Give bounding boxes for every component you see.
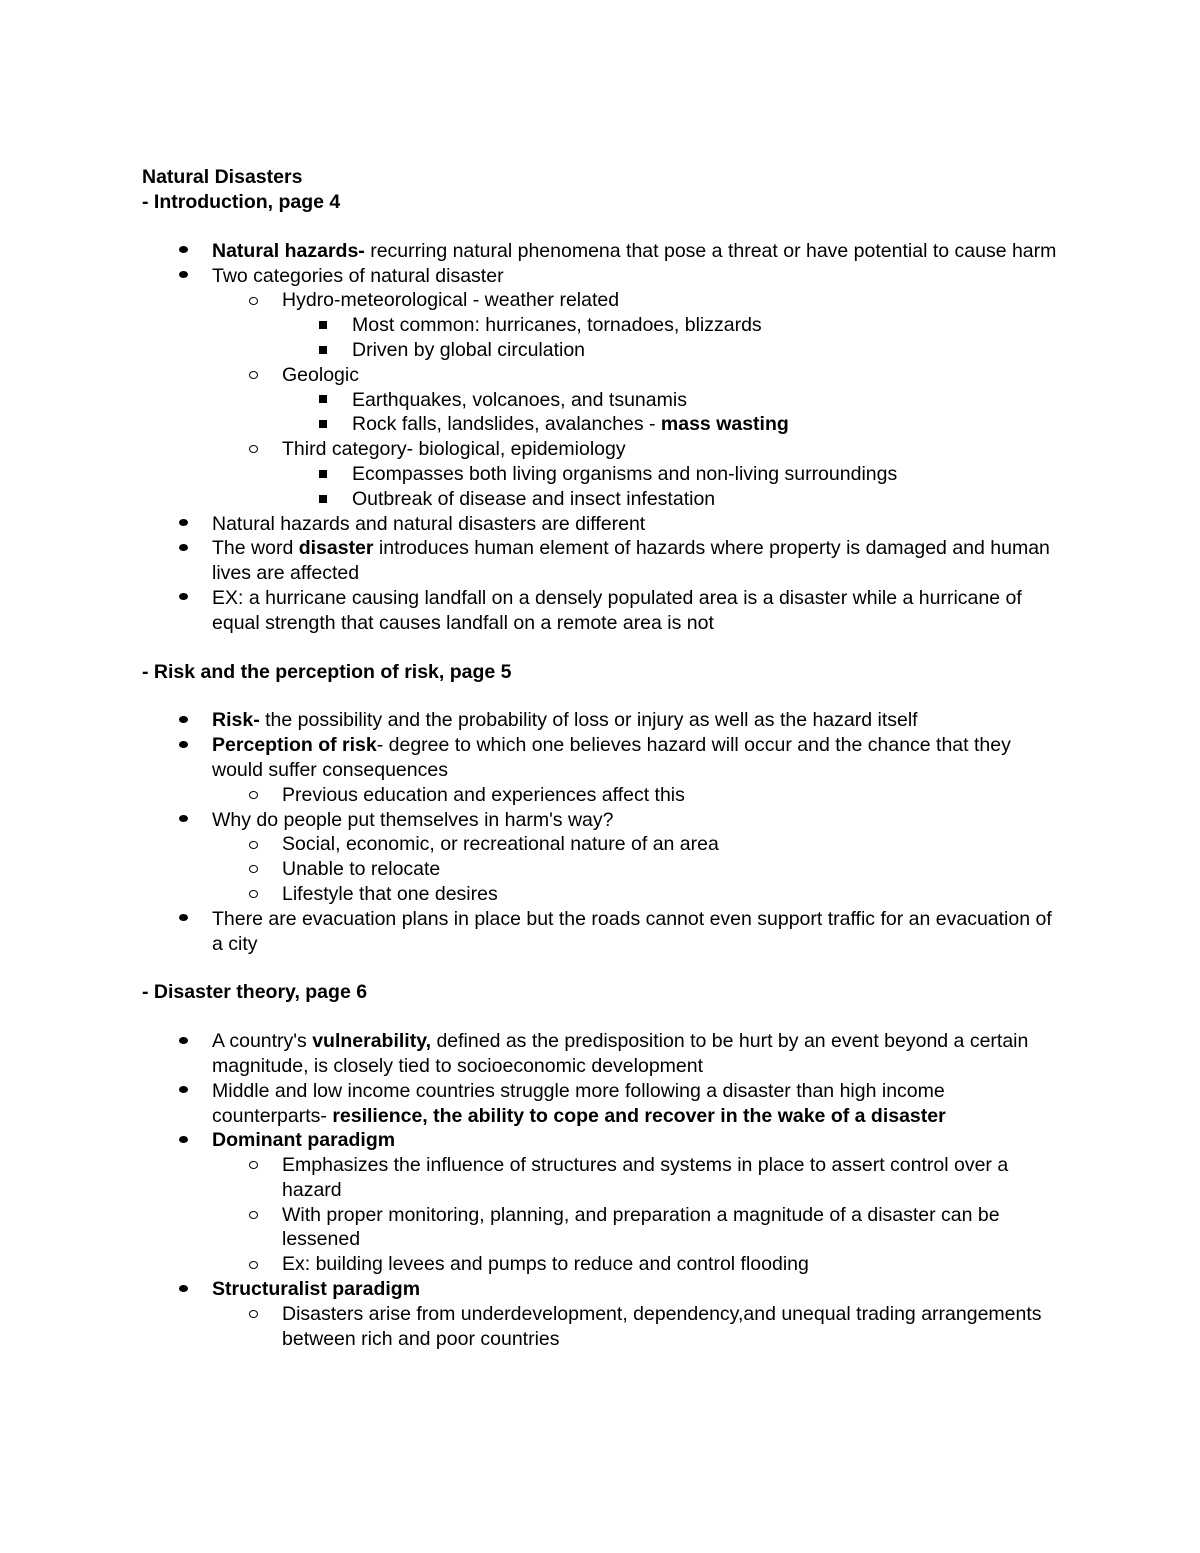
item-text: Previous education and experiences affect this	[282, 783, 685, 806]
list-item	[142, 1277, 1057, 1351]
disc-bullet-icon	[142, 907, 224, 932]
item-text: Two categories of natural disaster	[212, 264, 504, 287]
item-text: - degree to which one believes hazard will occur and the chance that they would suffer consequences	[212, 734, 1011, 781]
bullet-list	[142, 708, 1057, 956]
term-bold: resilience, the ability to cope and recover in the wake of a disaster	[332, 1104, 946, 1127]
term-bold: Dominant paradigm	[212, 1129, 396, 1152]
disc-bullet-icon	[142, 1079, 224, 1104]
list-item	[212, 363, 1057, 437]
sub-list	[142, 1302, 1057, 1352]
sub-list	[142, 288, 1057, 511]
list-item	[142, 239, 1057, 264]
list-item	[142, 708, 1057, 733]
list-item	[212, 1203, 1057, 1253]
bullet-list	[142, 1029, 1057, 1351]
square-bullet-icon	[282, 338, 364, 363]
item-text: Middle and low income countries struggle more following a disaster than high income counterparts-	[212, 1079, 945, 1127]
list-item	[142, 808, 1057, 907]
disc-bullet-icon	[142, 586, 224, 611]
item-text: Why do people put themselves in harm's way?	[212, 808, 614, 831]
section-risk	[142, 660, 1057, 957]
item-text: introduces human element of hazards where property is damaged and human lives are affected	[212, 537, 1050, 585]
circle-bullet-icon	[212, 857, 294, 882]
item-text: Ecompasses both living organisms and non-living surroundings	[352, 462, 898, 485]
circle-bullet-icon	[212, 1153, 294, 1178]
term-bold: Natural hazards-	[212, 239, 365, 262]
sub-list	[142, 832, 1057, 906]
item-text: Hydro-meteorological - weather related	[282, 289, 620, 312]
list-item	[212, 857, 1057, 882]
list-item	[212, 288, 1057, 362]
disc-bullet-icon	[142, 536, 224, 561]
section-heading: - Disaster theory, page 6	[142, 981, 368, 1004]
item-text: Disasters arise from underdevelopment, dependency,and unequal trading arrangements between rich and poor countries	[282, 1302, 1042, 1350]
item-text: recurring natural phenomena that pose a threat or have potential to cause harm	[364, 239, 1057, 262]
list-item	[212, 832, 1057, 857]
disc-bullet-icon	[142, 808, 224, 833]
list-item	[142, 1128, 1057, 1277]
list-item	[282, 462, 1057, 487]
circle-bullet-icon	[212, 882, 294, 907]
item-text: Third category- biological, epidemiology	[282, 438, 626, 461]
sub-list	[142, 783, 1057, 808]
list-item	[142, 586, 1057, 636]
document-title: Natural Disasters	[142, 166, 303, 188]
section-disaster-theory	[142, 980, 1057, 1351]
list-item	[142, 733, 1057, 807]
list-item	[212, 882, 1057, 907]
list-item	[142, 264, 1057, 512]
item-text: defined as the predisposition to be hurt by an event beyond a certain magnitude, is closely tied to socioeconomic development	[212, 1030, 1029, 1077]
sub-sub-list	[212, 388, 1057, 438]
item-text: Earthquakes, volcanoes, and tsunamis	[352, 388, 687, 411]
disc-bullet-icon	[142, 512, 224, 537]
list-item	[212, 1252, 1057, 1277]
circle-bullet-icon	[212, 1203, 294, 1228]
item-text: Social, economic, or recreational nature of an area	[282, 833, 719, 856]
bullet-list	[142, 239, 1057, 636]
disc-bullet-icon	[142, 733, 224, 758]
item-text: Lifestyle that one desires	[282, 882, 498, 905]
square-bullet-icon	[282, 313, 364, 338]
list-item	[282, 487, 1057, 512]
list-item	[282, 338, 1057, 363]
item-text: the possibility and the probability of loss or injury as well as the hazard itself	[259, 709, 918, 732]
document-page	[142, 165, 1057, 1351]
sub-sub-list	[212, 462, 1057, 512]
item-text: Geologic	[282, 363, 359, 386]
item-text: Natural hazards and natural disasters are different	[212, 512, 646, 535]
item-text: EX: a hurricane causing landfall on a densely populated area is a disaster while a hurricane of equal strength that causes landfall on a remote area is not	[212, 586, 1022, 634]
item-text: A country's	[212, 1030, 313, 1053]
term-bold: Structuralist paradigm	[212, 1278, 421, 1301]
list-item	[212, 437, 1057, 511]
square-bullet-icon	[282, 388, 364, 413]
section-introduction	[142, 190, 1057, 636]
term-bold: vulnerability,	[312, 1030, 432, 1053]
list-item	[212, 1153, 1057, 1203]
circle-bullet-icon	[212, 1252, 294, 1277]
list-item	[282, 412, 1057, 437]
item-text: Emphasizes the influence of structures and systems in place to assert control over a hazard	[282, 1154, 1009, 1201]
list-item	[142, 907, 1057, 957]
list-item	[142, 512, 1057, 537]
disc-bullet-icon	[142, 708, 224, 733]
item-text: Outbreak of disease and insect infestation	[352, 487, 716, 510]
list-item	[282, 388, 1057, 413]
disc-bullet-icon	[142, 239, 224, 264]
item-text: There are evacuation plans in place but the roads cannot even support traffic for an evacuation of a city	[212, 907, 1052, 955]
circle-bullet-icon	[212, 783, 294, 808]
term-bold: Perception of risk	[212, 734, 377, 757]
square-bullet-icon	[282, 487, 364, 512]
disc-bullet-icon	[142, 264, 224, 289]
square-bullet-icon	[282, 462, 364, 487]
sub-sub-list	[212, 313, 1057, 363]
circle-bullet-icon	[212, 1302, 294, 1327]
item-text: With proper monitoring, planning, and preparation a magnitude of a disaster can be lessened	[282, 1203, 1000, 1251]
circle-bullet-icon	[212, 363, 294, 388]
term-bold: mass wasting	[660, 413, 789, 436]
disc-bullet-icon	[142, 1277, 224, 1302]
item-text: Driven by global circulation	[352, 338, 586, 361]
square-bullet-icon	[282, 412, 364, 437]
list-item	[142, 1079, 1057, 1129]
item-text: Most common: hurricanes, tornadoes, blizzards	[352, 314, 762, 337]
circle-bullet-icon	[212, 288, 294, 313]
item-text: Ex: building levees and pumps to reduce and control flooding	[282, 1253, 809, 1276]
sub-list	[142, 1153, 1057, 1277]
list-item	[282, 313, 1057, 338]
list-item	[142, 1029, 1057, 1079]
list-item	[212, 1302, 1057, 1352]
list-item	[212, 783, 1057, 808]
item-text: Rock falls, landslides, avalanches -	[352, 413, 661, 436]
term-bold: disaster	[298, 537, 374, 560]
list-item	[142, 536, 1057, 586]
circle-bullet-icon	[212, 832, 294, 857]
term-bold: Risk-	[212, 709, 260, 732]
circle-bullet-icon	[212, 437, 294, 462]
section-heading: - Risk and the perception of risk, page 5	[142, 660, 512, 683]
disc-bullet-icon	[142, 1029, 224, 1054]
item-text: The word	[212, 537, 299, 560]
item-text: Unable to relocate	[282, 858, 441, 881]
section-heading: - Introduction, page 4	[142, 191, 341, 213]
disc-bullet-icon	[142, 1128, 224, 1153]
